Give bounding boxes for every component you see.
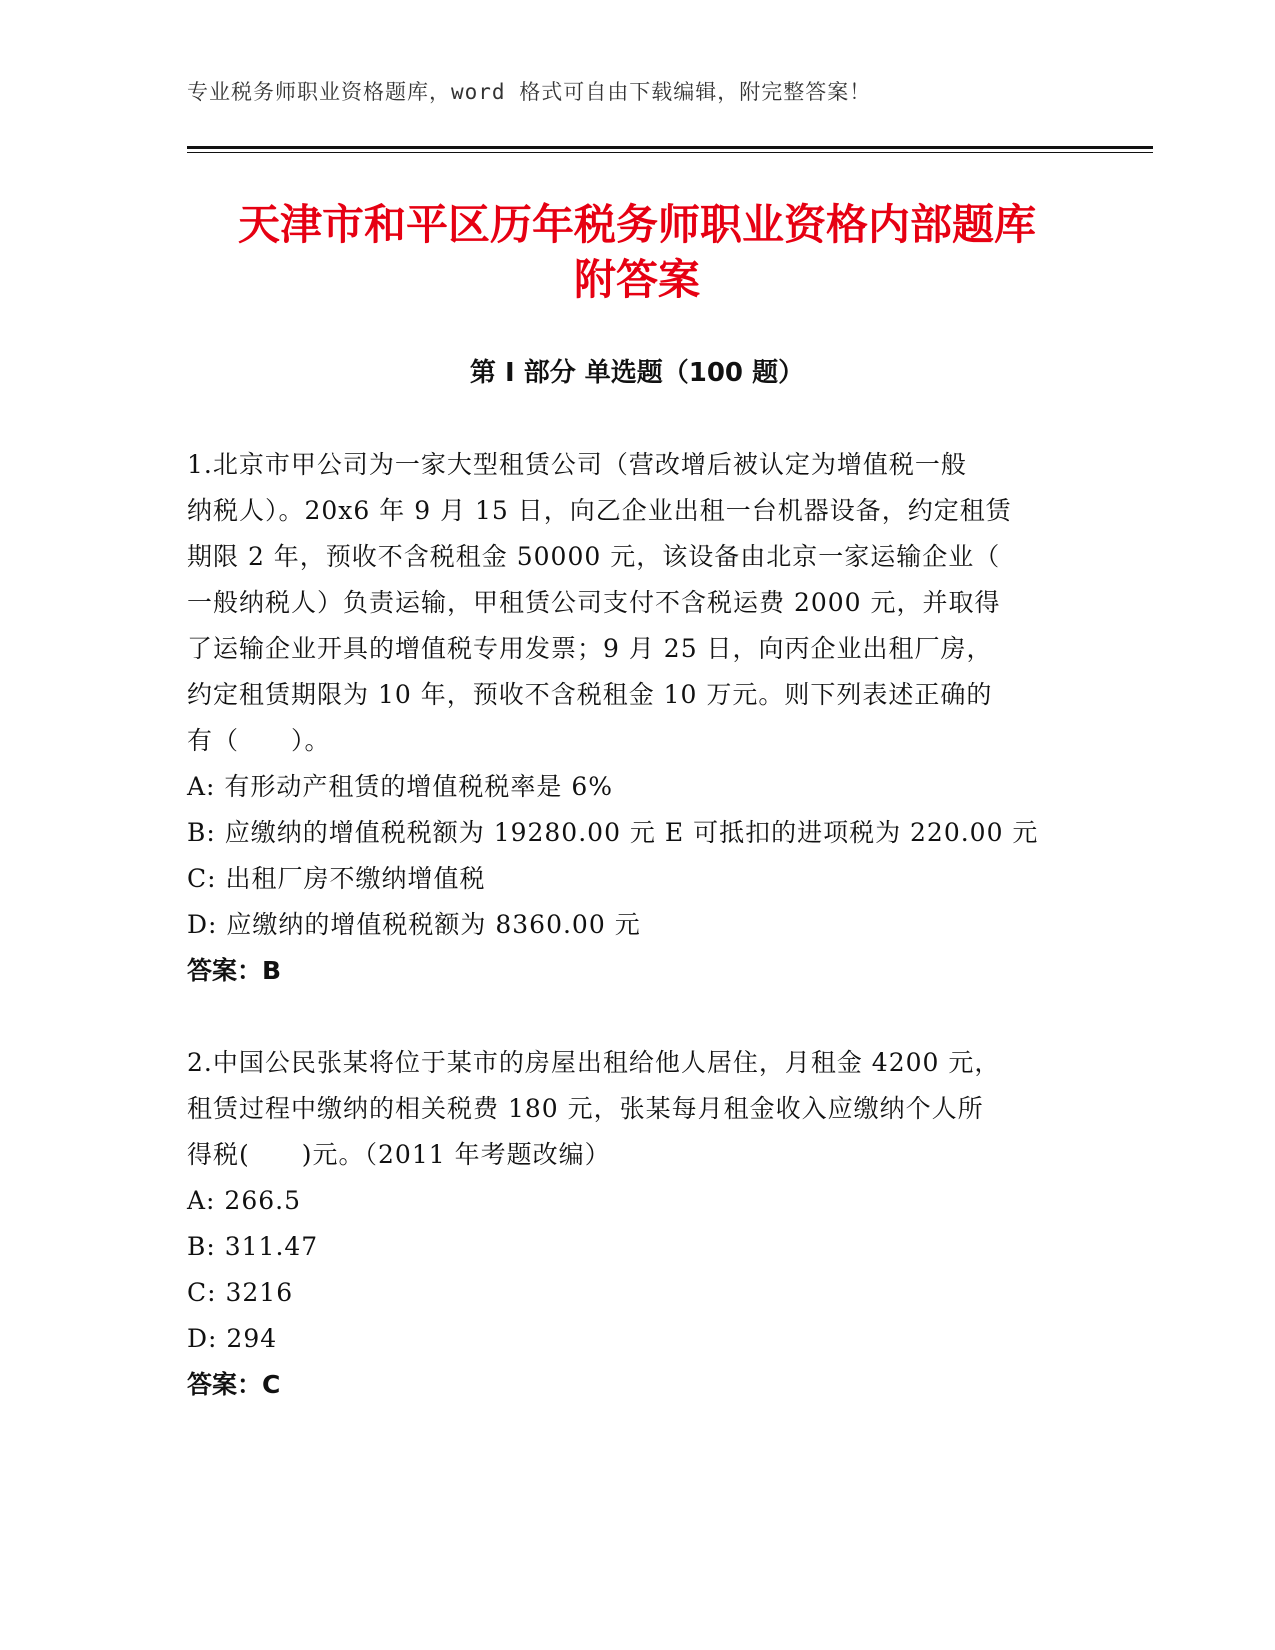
header-rule-thick [187, 146, 1153, 149]
answer: 答案：B [187, 956, 282, 985]
document-title-line-1: 天津市和平区历年税务师职业资格内部题库 [237, 200, 1036, 249]
stem-line: 了运输企业开具的增值税专用发票；9 月 25 日，向丙企业出租厂房， [187, 634, 993, 663]
stem-line: 约定租赁期限为 10 年，预收不含税租金 10 万元。则下列表述正确的 [187, 680, 993, 709]
question-stem [187, 442, 1087, 764]
stem-line: 纳税人）。20x6 年 9 月 15 日，向乙企业出租一台机器设备，约定租赁 [187, 496, 1012, 525]
option-b: B: 应缴纳的增值税税额为 19280.00 元 E 可抵扣的进项税为 220.00 元 [187, 818, 1039, 847]
stem-line: 2.中国公民张某将位于某市的房屋出租给他人居住，月租金 4200 元， [187, 1048, 1001, 1077]
stem-line: 1.北京市甲公司为一家大型租赁公司（营改增后被认定为增值税一般 [187, 450, 967, 479]
stem-line: 一般纳税人）负责运输，甲租赁公司支付不含税运费 2000 元，并取得 [187, 588, 1001, 617]
option-d: D: 294 [187, 1324, 278, 1353]
question-stem [187, 1040, 1087, 1178]
option-d: D: 应缴纳的增值税税额为 8360.00 元 [187, 910, 641, 939]
stem-line: 期限 2 年，预收不含税租金 50000 元，该设备由北京一家运输企业（ [187, 542, 1001, 571]
question-1 [187, 442, 1087, 994]
document-title [187, 197, 1087, 307]
option-b: B: 311.47 [187, 1232, 319, 1261]
section-heading: 第 I 部分 单选题（100 题） [469, 358, 805, 388]
stem-line: 有（ ）。 [187, 726, 331, 755]
option-c: C: 出租厂房不缴纳增值税 [187, 864, 486, 893]
stem-line: 租赁过程中缴纳的相关税费 180 元，张某每月租金收入应缴纳个人所 [187, 1094, 984, 1123]
question-list [187, 442, 1087, 1454]
header-rule-thin [187, 152, 1153, 153]
answer: 答案：C [187, 1370, 281, 1399]
question-2 [187, 1040, 1087, 1408]
stem-line: 得税( )元。（2011 年考题改编） [187, 1140, 611, 1169]
option-a: A: 266.5 [187, 1186, 301, 1215]
option-a: A: 有形动产租赁的增值税税率是 6% [187, 772, 614, 801]
header-note: 专业税务师职业资格题库，word 格式可自由下载编辑，附完整答案！ [187, 80, 872, 104]
option-c: C: 3216 [187, 1278, 294, 1307]
document-title-line-2: 附答案 [573, 255, 700, 304]
